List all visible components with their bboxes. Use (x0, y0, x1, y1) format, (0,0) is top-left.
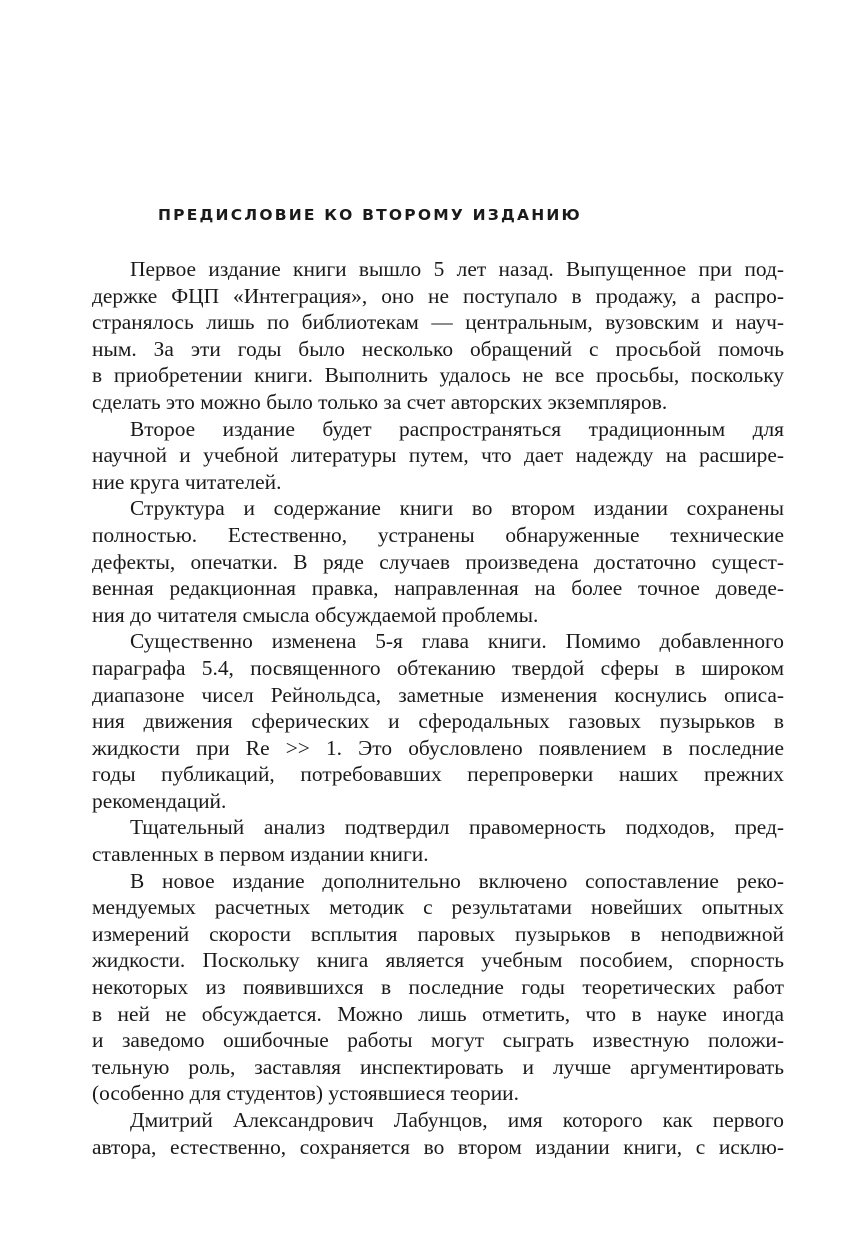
text-line: в ней не обсуждается. Можно лишь отметить, что в науке иногда (92, 1001, 784, 1026)
paragraph (92, 628, 784, 814)
text-line: и заведомо ошибочные работы могут сыграть известную положи- (92, 1028, 784, 1053)
text-line: полностью. Естественно, устранены обнаруженные технические (92, 522, 784, 547)
text-line: ние круга читателей. (92, 469, 282, 494)
text-line: ния до читателя смысла обсуждаемой проблемы. (92, 602, 539, 627)
text-line: тельную роль, заставляя инспектировать и лучше аргументировать (92, 1054, 784, 1079)
text-line: ставленных в первом издании книги. (92, 842, 429, 867)
text-line: Тщательный анализ подтвердил правомерность подходов, пред- (130, 815, 784, 840)
paragraph (92, 868, 784, 1107)
text-line: жидкости при Re >> 1. Это обусловлено появлением в последние (92, 735, 784, 760)
paragraph (92, 416, 784, 496)
text-line: мендуемых расчетных методик с результатами новейших опытных (92, 895, 784, 920)
text-line: ния движения сферических и сферодальных газовых пузырьков в (92, 709, 784, 734)
text-line: В новое издание дополнительно включено сопоставление реко- (130, 868, 784, 893)
paragraph (92, 1107, 784, 1160)
text-line: венная редакционная правка, направленная на более точное доведе- (92, 576, 784, 601)
text-line: рекомендаций. (92, 788, 227, 813)
text-line: в приобретении книги. Выполнить удалось не все просьбы, поскольку (92, 363, 784, 388)
text-line: научной и учебной литературы путем, что дает надежду на расшире- (92, 443, 784, 468)
section-heading: ПРЕДИСЛОВИЕ КО ВТОРОМУ ИЗДАНИЮ (158, 206, 582, 224)
text-line: Существенно изменена 5-я глава книги. Помимо добавленного (130, 629, 784, 654)
text-line: дефекты, опечатки. В ряде случаев произведена достаточно сущест- (92, 549, 784, 574)
text-line: Первое издание книги вышло 5 лет назад. Выпущенное при под- (130, 257, 784, 281)
paragraph (92, 256, 784, 416)
text-line: ным. За эти годы было несколько обращений с просьбой помочь (92, 336, 784, 361)
text-line: держке ФЦП «Интеграция», оно не поступало в продажу, а распро- (92, 283, 784, 308)
paragraph (92, 814, 784, 867)
text-line: Структура и содержание книги во втором издании сохранены (130, 496, 784, 521)
text-line: (особенно для студентов) устоявшиеся теории. (92, 1081, 519, 1106)
text-line: сделать это можно было только за счет авторских экземпляров. (92, 389, 668, 414)
text-line: некоторых из появившихся в последние годы теоретических работ (92, 975, 784, 1000)
text-line: автора, естественно, сохраняется во втором издании книги, с исклю- (92, 1134, 784, 1159)
text-line: Дмитрий Александрович Лабунцов, имя которого как первого (130, 1108, 784, 1132)
text-line: жидкости. Поскольку книга является учебным пособием, спорность (92, 948, 784, 973)
text-line: Второе издание будет распространяться традиционным для (130, 416, 784, 441)
paragraph (92, 495, 784, 628)
text-line: странялось лишь по библиотекам — центральным, вузовским и науч- (92, 310, 784, 335)
text-line: диапазоне чисел Рейнольдса, заметные изменения коснулись описа- (92, 682, 784, 707)
text-line: параграфа 5.4, посвященного обтеканию твердой сферы в широком (92, 655, 784, 680)
text-line: измерений скорости всплытия паровых пузырьков в неподвижной (92, 921, 784, 946)
text-line: годы публикаций, потребовавших перепроверки наших прежних (92, 762, 784, 787)
body-text (92, 256, 784, 1160)
